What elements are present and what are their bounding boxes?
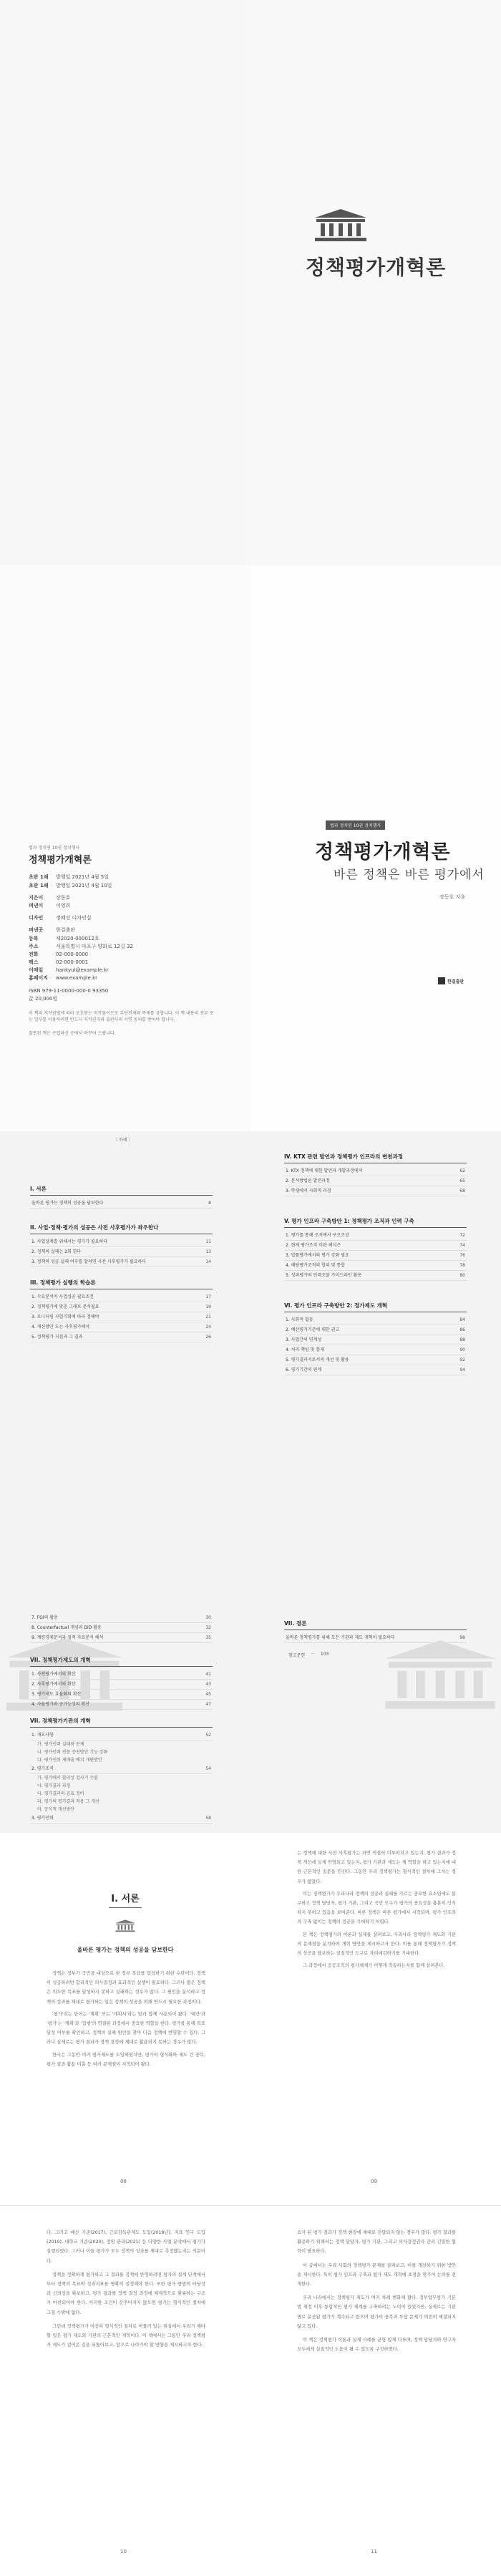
publisher-mark-icon <box>438 977 445 984</box>
toc-item-page: 94 <box>459 1367 465 1372</box>
toc-part-title: VII. 정책평가제도의 개혁 <box>30 1656 213 1667</box>
toc-item-page: 65 <box>459 1178 465 1183</box>
toc-item-page: 14 <box>205 1259 211 1264</box>
toc-item-title: 1. KTX 정책에 대한 발언과 개발과정에서 <box>286 1168 363 1173</box>
toc-item-title: 4. 자율평가와 공가능성의 확산 <box>31 1702 89 1707</box>
toc-item-page: 13 <box>205 1249 211 1254</box>
publisher-row <box>29 943 215 951</box>
toc-item-title: 1. 수요분석이 사업성공 필요조건 <box>31 1294 94 1299</box>
publisher-row <box>29 935 215 943</box>
toc-item-page: 43 <box>205 1682 211 1687</box>
toc-subitem-title: 가. 평가에서 합리성 검사기 수렴 <box>37 1776 98 1781</box>
paragraph: 그런데 정책평가가 여전히 형식적인 절차로 머물러 있는 현실에서 우리가 해야 할 일은 평가 제도와 기관의 근본적인 개혁이다. 이 책에서는 그동안 우리 정책평가 제도가 걸어온 길을 되돌아보고, 앞으로 나아가야 할 방향을 제시하고자 한다. <box>47 2323 205 2348</box>
toc-item-title: 2. 현재 평가조직 이관 해석은 <box>286 1243 341 1248</box>
publisher-label: 홈페이지 <box>29 975 49 982</box>
toc-subitem[interactable] <box>30 1740 213 1748</box>
toc-item-page: 21 <box>205 1314 211 1320</box>
toc-subitem-title: 다. 평가인력 재배출 배치 개편방안 <box>37 1758 102 1763</box>
design-label: 디자인 <box>29 915 44 921</box>
toc-item[interactable] <box>284 1345 467 1355</box>
toc-item-title: 1. 사회적 협동 <box>286 1317 313 1322</box>
toc-label: 〔 차례 〕 <box>113 1138 133 1143</box>
paragraph: 이 책은 정책평가 이론과 실제 사례를 균형 있게 다루며, 정책 담당자와 연구자 모두에게 실질적인 도움이 될 수 있도록 구성하였다. <box>297 2338 456 2353</box>
references-label: 참고문헌 <box>288 1653 306 1658</box>
toc-subitem[interactable] <box>30 1756 213 1764</box>
toc-subitem[interactable] <box>30 1806 213 1814</box>
toc-subitem-title: 나. 평가인력 전문 증진방안 기능 강화 <box>37 1750 108 1755</box>
credit-label: 지은이 <box>29 894 44 901</box>
toc-subitem[interactable] <box>30 1798 213 1806</box>
publisher-info <box>29 926 215 982</box>
edition-value: 발행일 2021년 4월 10일 <box>56 882 112 888</box>
toc-item-title: 2. 사후평가에서의 확산 <box>31 1682 76 1687</box>
page-number: 10 <box>120 2549 127 2555</box>
toc-part-title: VII. 결론 <box>284 1619 467 1630</box>
exchange-notice: 잘못된 책은 구입하신 곳에서 바꾸어 드립니다. <box>29 1031 116 1037</box>
toc-item-title: 3. 정책의 성공 실패 여부를 알려면 사전 사후평가가 필요하다 <box>31 1259 147 1264</box>
toc-item-page: 24 <box>205 1325 211 1330</box>
imprint-title: 정책평가개혁론 <box>29 854 92 866</box>
toc-item[interactable] <box>30 1730 213 1740</box>
toc-item-page: 58 <box>205 1816 211 1821</box>
toc-subitem[interactable] <box>30 1748 213 1756</box>
publisher-email-link: hankyul@example.kr <box>56 967 109 974</box>
publisher-logo <box>438 977 464 984</box>
credit-row <box>29 902 215 910</box>
intro-right-text <box>297 1849 456 1970</box>
toc-item-page: 80 <box>459 1273 465 1278</box>
imprint-credits <box>29 894 215 910</box>
toc-item-page: 45 <box>205 1692 211 1697</box>
toc-part-title: I. 서론 <box>30 1185 213 1196</box>
toc-item[interactable] <box>30 1302 213 1312</box>
toc-item[interactable] <box>30 1613 213 1623</box>
paragraph: 다. 그러고 예산 기준(2017), 근로감독관제도 도입(2018년), 지표 연구 도입(2019), 대학교 기준(2020), 정원 관리(2021) 등 다양한 사업 분야에서 평가가 실행되었다. 그러나 이들 평가가 모두 정책의 성과를 제대로 측정했는지는 의문이다. <box>47 2230 205 2264</box>
body-right-text <box>297 2228 456 2354</box>
publisher-row <box>29 951 215 959</box>
toc-item-title: 올바른 정책평가를 위해 모든 기관과 제도 개혁이 필요하다 <box>286 1635 395 1640</box>
toc-item-page: 54 <box>205 1766 211 1771</box>
toc-subitem[interactable] <box>30 1790 213 1798</box>
toc-item-page: 11 <box>205 1239 211 1244</box>
toc-references[interactable]: 참고문헌 ··· 103 <box>288 1652 329 1658</box>
edition-label: 초판 1쇄 <box>29 882 49 888</box>
intro-left-text <box>47 1969 205 2069</box>
toc-subitem-title: 가. 평가인력 실태와 문제 <box>37 1742 84 1747</box>
toc-item[interactable] <box>30 1292 213 1302</box>
toc-part-title: V. 평가 인프라 구축방안 1: 정책평가 조직과 인력 구축 <box>284 1217 467 1228</box>
publisher-homepage-link: www.example.kr <box>56 975 98 982</box>
toc-subitem[interactable] <box>30 1782 213 1790</box>
toc-item-title: 4. 개선방안 도는 사후평가해석 <box>31 1325 89 1330</box>
publisher-row <box>29 959 215 967</box>
series-badge: 법과 정치연 10권 정치행사 <box>326 820 385 830</box>
title-page-author: 장동호 지음 <box>439 894 466 900</box>
cover-title: 정책평가개혁론 <box>305 256 447 279</box>
publisher-value: 한결출판 <box>56 927 76 934</box>
toc-item-title: 2. 분석방법론 발전과정 <box>286 1178 330 1183</box>
toc-part <box>30 1224 213 1267</box>
publisher-value: 제2020-000012호 <box>56 935 99 941</box>
toc-item[interactable] <box>30 1700 213 1710</box>
toc-item[interactable] <box>30 1257 213 1267</box>
toc-item-title: 3. 학생에서 사회적 과정 <box>286 1188 331 1193</box>
isbn: ISBN 979-11-0000-000-0 93350 <box>29 987 109 994</box>
publisher-label: 이메일 <box>29 967 44 974</box>
paragraph: 정책은 정부가 국민을 대상으로 한 정부 목표를 달성하기 위한 수단이다. 정책이 성공하려면 합리적인 의사결정과 효과적인 실행이 필요하다. 그러나 많은 정책은 의도한 목표를 달성하지 못하고 실패하는 경우가 많다. 그 원인을 분석하고 정책의 성과를 제대로 평가하는 일은 정책의 성공을 위해 반드시 필요한 과정이다. <box>47 1971 205 2005</box>
toc-item-title: 2. 평가조직 <box>31 1766 54 1771</box>
chapter-title: I. 서론 <box>111 1894 140 1904</box>
toc-item[interactable] <box>30 1633 213 1643</box>
toc-item[interactable] <box>284 1355 467 1365</box>
toc-part-title: VI. 평가 인프라 구축방안 2: 정가제도 개혁 <box>284 1302 467 1312</box>
toc-item[interactable] <box>284 1365 467 1375</box>
chapter-subtitle: 올바른 평가는 정책의 성공을 담보한다 <box>77 1947 174 1953</box>
toc-item-page: 74 <box>459 1243 465 1248</box>
title-page-title: 정책평가개혁론 <box>315 841 451 863</box>
paragraph: 이 글에서는 우리 사회의 정책평가 문제를 살펴보고, 이를 개선하기 위한 방안을 제시한다. 특히 평가 인프라 구축과 평가 제도 개혁에 초점을 맞추어 논의를 전개한다. <box>297 2262 456 2287</box>
toc-item-page: 92 <box>459 1357 465 1362</box>
toc-item-page: 76 <box>459 1253 465 1258</box>
publisher-value: 서울특별시 마포구 양화로 12길 32 <box>56 943 133 949</box>
toc-item-page: 30 <box>205 1615 211 1620</box>
publisher-value: 02-000-0001 <box>56 959 89 966</box>
toc-subitem-title: 다. 평가결과의 공표 정비 <box>37 1791 84 1796</box>
toc-item-title: 1. 평가를 통해 조직에서 구조조성 <box>286 1233 349 1238</box>
paragraph: 본 책은 정책평가의 이론과 실제를 살펴보고, 우리나라 정책평가 제도와 기관의 문제점을 분석하여 개혁 방안을 제시하고자 한다. 이를 통해 정책평가가 정책의 성공을 담보하는 실질적인 도구로 자리매김하기를 기대한다. <box>297 1932 456 1957</box>
publisher-row <box>29 974 215 982</box>
toc-item-page: 41 <box>205 1672 211 1677</box>
toc-item[interactable] <box>284 1176 467 1186</box>
publisher-name: 한결출판 <box>447 979 464 984</box>
imprint-edition-row <box>29 873 215 881</box>
toc-item[interactable] <box>284 1335 467 1345</box>
toc-item[interactable] <box>30 1623 213 1633</box>
toc-item-page: 68 <box>459 1188 465 1193</box>
design-value: 정혜선 디자인실 <box>56 915 92 921</box>
imprint-block <box>29 845 215 1037</box>
toc-item[interactable] <box>30 1690 213 1700</box>
paragraph: 는 정책에 대한 사전 사후평가는 과연 적절히 이루어지고 있는지, 평가 결과가 정책 개선에 실제 반영되고 있는지, 평가 기관과 제도는 제 역할을 하고 있는지에 대한 근본적인 질문을 던진다. 그동안 우리 정책평가는 형식적인 절차에 그치는 경우가 많았다. <box>297 1851 456 1884</box>
paragraph: 이는 정책평가가 우리나라 정책의 성공과 실패를 가르는 중요한 요소임에도 불구하고 정책 담당자, 평가 기관, 그리고 국민 모두가 평가의 중요성을 충분히 인식하지 못하고 있음을 보여준다. 바른 정책은 바른 평가에서 시작되며, 평가 인프라의 구축 없이는 정책의 성공을 기대하기 어렵다. <box>297 1891 456 1925</box>
toc-item-title: 1. 개요사항 <box>31 1733 54 1738</box>
toc-item[interactable] <box>30 1764 213 1774</box>
toc-item[interactable] <box>284 1186 467 1196</box>
price: 값 20,000원 <box>29 995 58 1002</box>
design-row <box>29 914 215 922</box>
paragraph: 우리 나라에서는 정책평가 제도가 여러 차례 변화해 왔다. 정부업무평가 기본법 제정 이후 통합적인 평가 체계를 구축하려는 노력이 있었지만, 실제로는 기관별로 분산된 평가가 계속되고 있으며 평가의 중복과 부담 문제가 여전히 해결되지 않고 있다. <box>297 2295 456 2329</box>
toc-item[interactable] <box>30 1670 213 1680</box>
toc-part <box>284 1153 467 1196</box>
paragraph: 한국은 그동안 여러 평가제도를 도입하였지만, 평가의 형식화와 제도 간 중복, 평가 결과 활용 미흡 등 여러 문제점이 지적되어 왔다. <box>47 2052 205 2067</box>
credit-row <box>29 894 215 902</box>
toc-part <box>30 1279 213 1342</box>
toc-part <box>30 1717 213 1824</box>
toc-item[interactable] <box>284 1315 467 1325</box>
toc-item[interactable] <box>30 1814 213 1824</box>
toc-item-page: 88 <box>459 1337 465 1342</box>
toc-item-title: 4. 해당평가조직의 합리 및 통합 <box>286 1263 345 1268</box>
page-number: 08 <box>120 2179 127 2184</box>
toc-item-title: 4. 처리 책임 및 통제 <box>286 1347 324 1352</box>
page-number: 11 <box>371 2549 377 2555</box>
chapter-rule <box>109 1907 142 1908</box>
toc-item-page: 72 <box>459 1233 465 1238</box>
toc-item-title: 3. 평가인력 <box>31 1816 54 1821</box>
toc-item[interactable] <box>30 1312 213 1322</box>
toc-item-title: 1. 사업설계를 위해서는 평가가 필요하다 <box>31 1239 108 1244</box>
toc-subitem-title: 라. 평가의 평가결과 적용 그 개선 <box>37 1799 99 1804</box>
toc-part-title: VII. 정책평가기관의 개혁 <box>30 1717 213 1728</box>
toc-part-title: III. 정책평가 실행의 학습론 <box>30 1279 213 1289</box>
toc-part <box>284 1217 467 1281</box>
body-left-text <box>47 2228 205 2350</box>
toc-item-title: 2. 정책의 실패는 2회 한다 <box>31 1249 82 1254</box>
toc-part <box>30 1656 213 1710</box>
toc-item[interactable] <box>30 1199 213 1209</box>
toc-item-page: 78 <box>459 1263 465 1268</box>
toc-item-title: 3. 평가제도 효율화의 확산 <box>31 1692 82 1697</box>
toc-item-title: 6. 평가기간의 연계 <box>286 1367 322 1372</box>
toc-item[interactable] <box>284 1271 467 1281</box>
toc-item-title: 3. 법률평가에서의 평가 강화 필요 <box>286 1253 349 1258</box>
edition-value: 발행일 2021년 4월 5일 <box>56 874 109 881</box>
toc-item[interactable] <box>30 1322 213 1332</box>
toc-item-title: 7. FGI의 활용 <box>31 1615 58 1620</box>
credit-value: 이영희 <box>56 902 71 909</box>
toc-item-page: 52 <box>205 1733 211 1738</box>
publisher-label: 등록 <box>29 935 39 941</box>
publisher-row <box>29 926 215 934</box>
imprint-series: 법과 정치연 10권 정치행사 <box>29 846 80 851</box>
toc-item[interactable] <box>284 1251 467 1261</box>
paragraph: 그 과정에서 공공조직의 평가체계가 어떻게 작동하는지를 함께 살펴본다. <box>303 1963 445 1969</box>
toc-part <box>30 1185 213 1209</box>
cover-page <box>250 0 501 566</box>
references-page: 103 <box>320 1652 329 1657</box>
toc-item[interactable] <box>30 1237 213 1247</box>
toc-item-title: 5. 평가결과지로서의 개선 및 활용 <box>286 1357 349 1362</box>
toc-item-title: 3. 사업간의 연계성 <box>286 1337 322 1342</box>
toc-item-page: 32 <box>205 1625 211 1630</box>
toc-item-page: 35 <box>205 1635 211 1640</box>
toc-item-page: 8 <box>208 1201 211 1206</box>
toc-part-title: II. 사업·정책·평가의 성공은 사전 사후평가가 좌우한다 <box>30 1224 213 1234</box>
page-number: 09 <box>371 2179 377 2184</box>
toc-item-page: 90 <box>459 1347 465 1352</box>
toc-item-page: 26 <box>205 1335 211 1340</box>
toc-item-title: 2. 정책평가에 맞춘 그래프 분석필요 <box>31 1304 99 1309</box>
paragraph: 요사 된 평가 결과가 정책 현장에 제대로 전달되지 않는 경우가 많다. 평가 결과를 활용하기 위해서는 정책 담당자, 평가 기관, 그리고 의사결정권자 간의 긴밀한 협력이 필요하다. <box>297 2230 456 2255</box>
toc-part-title: IV. KTX 관련 발언과 정책평가 인프라의 변천과정 <box>284 1153 467 1163</box>
paragraph: '평가'라는 단어는 '계획' 또는 '계획서'라는 말과 함께 사용되어 왔다. '예산'과 '평가'는 '계획'과 '집행'의 연결된 과정에서 중요한 역할을 한다. 평가를 통해 목표 달성 여부를 확인하고, 정책의 실패 원인을 찾아 다음 정책에 반영할 수 있다. 그러나 실제로는 평가 결과가 정책 결정에 제대로 활용되지 못하는 경우가 많다. <box>47 2011 205 2045</box>
toc-subitem[interactable] <box>30 1774 213 1782</box>
toc-item-page: 62 <box>459 1168 465 1173</box>
toc-item[interactable] <box>284 1633 467 1643</box>
paragraph: 정책을 정확하게 평가하고 그 결과를 정책에 반영하려면 평가의 설계 단계에서부터 정책의 목표와 성과지표를 명확히 설정해야 한다. 또한 평가 방법의 타당성과 신뢰성을 확보하고, 평가 결과를 정책 결정 과정에 체계적으로 환류하는 구조가 마련되어야 한다. 이러한 조건이 갖추어지지 않으면 평가는 형식적인 절차에 그칠 수밖에 없다. <box>47 2272 205 2315</box>
toc-item[interactable] <box>30 1332 213 1342</box>
publisher-value: 02-000-0000 <box>56 951 89 957</box>
toc-part <box>284 1619 467 1643</box>
toc-part <box>30 1613 213 1643</box>
publisher-row <box>29 967 215 974</box>
edition-label: 초판 1쇄 <box>29 874 49 881</box>
toc-item-page: 17 <box>205 1294 211 1299</box>
toc-part <box>284 1302 467 1375</box>
toc-item[interactable] <box>284 1166 467 1176</box>
toc-item-page: 98 <box>459 1635 465 1640</box>
spread-divider <box>0 2205 501 2206</box>
pillar-logo-icon <box>312 208 369 243</box>
publisher-label: 펴낸곳 <box>29 927 44 934</box>
credit-value: 장동호 <box>56 894 71 901</box>
copyright-notice: 이 책의 저작권법에 따라 보호받는 저작물이므로 무단전재와 복제를 금합니다. 이 책 내용의 전부 또는 일부를 이용하려면 반드시 저작권자와 출판사의 서면 동의를 받아야 합니다. <box>29 1011 214 1023</box>
toc-item-title: 2. 예산평가기준에 대한 권고 <box>286 1327 340 1332</box>
toc-item-title: 올바른 평가는 정책의 성공을 담보한다 <box>31 1201 104 1206</box>
toc-subitem-title: 마. 공식적 개선방안 <box>37 1807 75 1812</box>
toc-item-page: 84 <box>459 1317 465 1322</box>
toc-item[interactable] <box>284 1325 467 1335</box>
toc-item-title: 8. Counterfactual 개념과 DiD 활용 <box>31 1625 102 1630</box>
toc-item-title: 9. 계량경제분석과 질적 자료분석 해석 <box>31 1635 104 1640</box>
toc-item-page: 47 <box>205 1702 211 1707</box>
toc-item-page: 19 <box>205 1304 211 1309</box>
toc-item[interactable] <box>284 1241 467 1251</box>
publisher-label: 팩스 <box>29 959 39 966</box>
publisher-label: 주소 <box>29 943 39 949</box>
pillar-small-icon <box>115 1919 136 1933</box>
toc-label-text: 차례 <box>118 1138 127 1143</box>
toc-item[interactable] <box>284 1231 467 1241</box>
toc-item-title: 1. 사전평가에서의 확산 <box>31 1672 76 1677</box>
background-pillar-icon <box>379 1632 501 1718</box>
toc-item[interactable] <box>30 1680 213 1690</box>
credit-label: 펴낸이 <box>29 902 44 909</box>
publisher-label: 전화 <box>29 951 39 957</box>
toc-item[interactable] <box>30 1247 213 1257</box>
title-page-subtitle: 바른 정책은 바른 평가에서 <box>334 868 485 882</box>
blank-page-left <box>0 0 250 566</box>
toc-item-title: 3. 모니터링 사업기획에 따라 정해야 <box>31 1314 99 1320</box>
toc-item-page: 86 <box>459 1327 465 1332</box>
toc-item-title: 5. 성과평가의 인력조달 가이드라인 활용 <box>286 1273 362 1278</box>
toc-item[interactable] <box>284 1261 467 1271</box>
imprint-edition-row <box>29 882 215 890</box>
toc-subitem-title: 나. 평가결과 과정 <box>37 1783 71 1788</box>
toc-item-title: 5. 정책평가 지침과 그 결과 <box>31 1335 83 1340</box>
